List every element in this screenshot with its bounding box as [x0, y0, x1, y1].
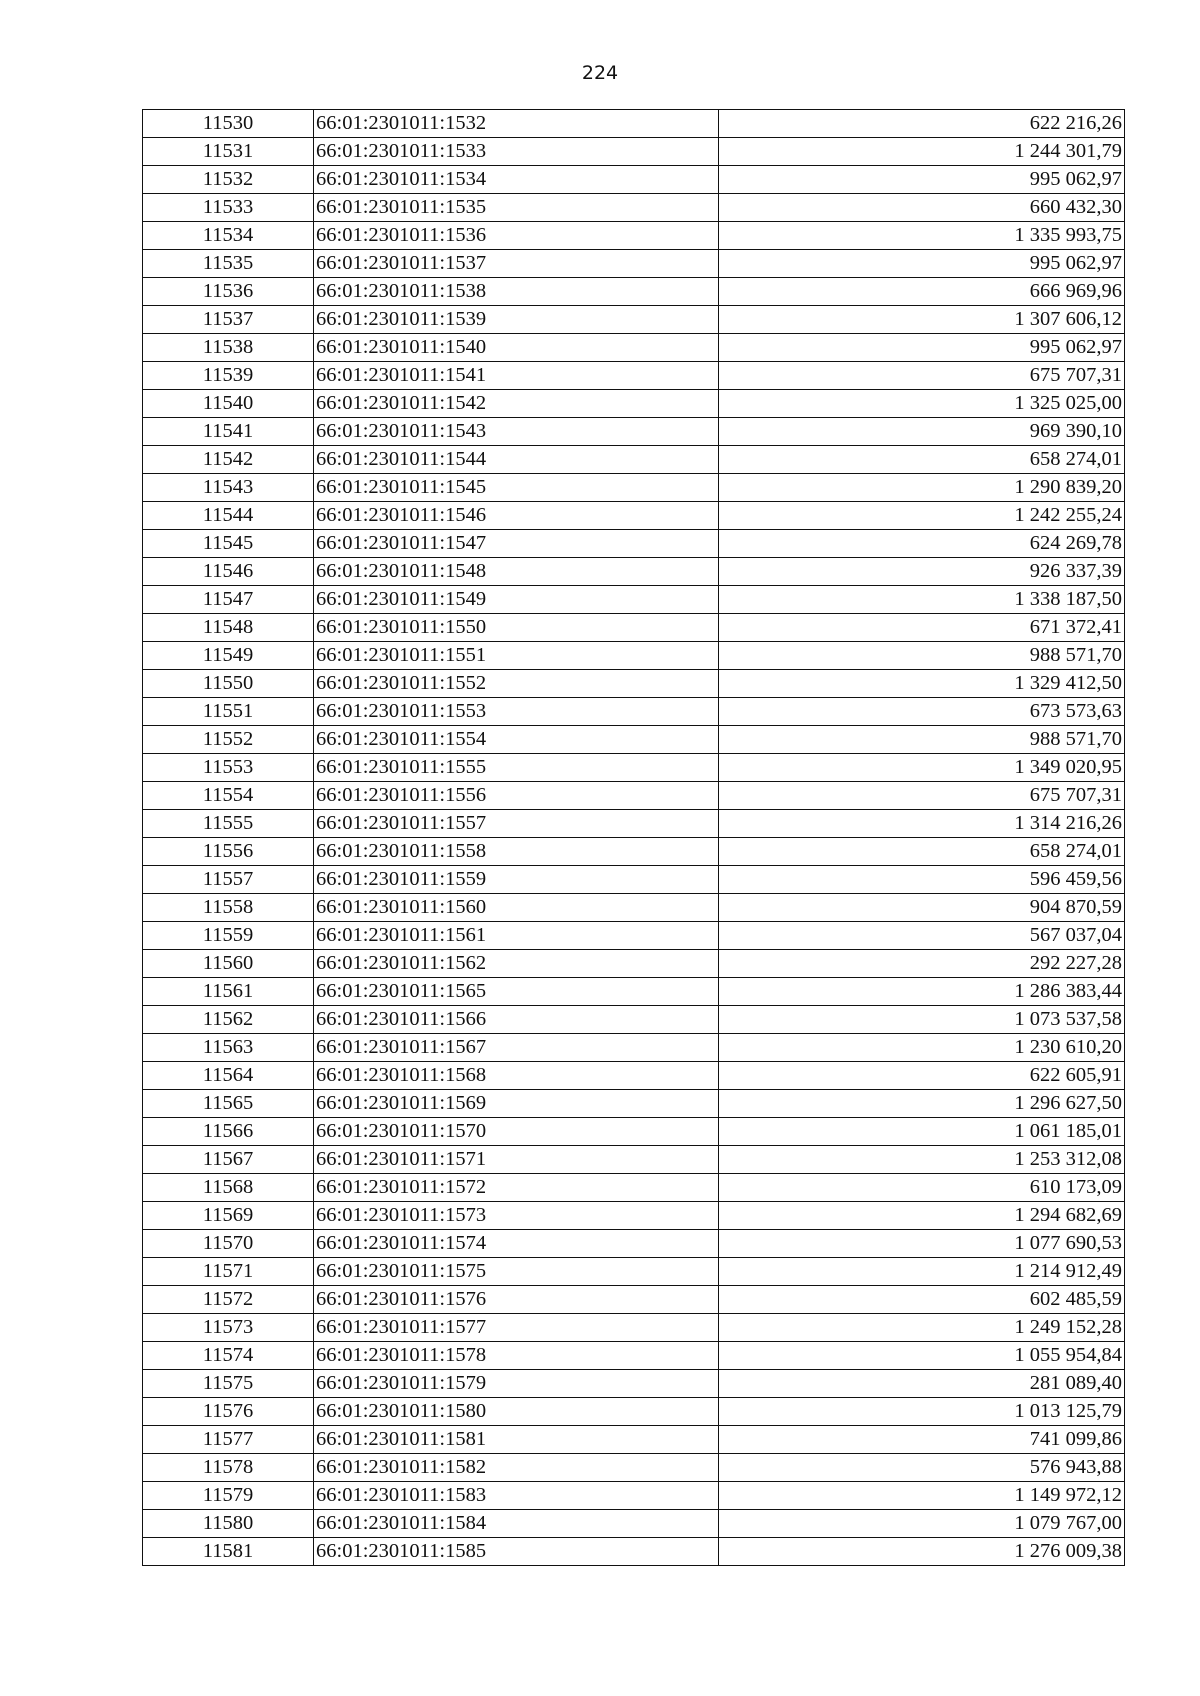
cadastral-number-cell: 66:01:2301011:1542	[314, 390, 719, 418]
cadastral-number-cell: 66:01:2301011:1566	[314, 1006, 719, 1034]
row-number-cell: 11545	[143, 530, 314, 558]
row-number-cell: 11551	[143, 698, 314, 726]
cadastral-number-cell: 66:01:2301011:1575	[314, 1258, 719, 1286]
table-row	[143, 838, 1125, 866]
row-number-cell: 11570	[143, 1230, 314, 1258]
cadastral-value-cell: 1 079 767,00	[719, 1510, 1125, 1538]
table-row	[143, 110, 1125, 138]
row-number-cell: 11567	[143, 1146, 314, 1174]
cadastral-number-cell: 66:01:2301011:1567	[314, 1034, 719, 1062]
row-number-cell: 11571	[143, 1258, 314, 1286]
row-number-cell: 11565	[143, 1090, 314, 1118]
cadastral-number-cell: 66:01:2301011:1584	[314, 1510, 719, 1538]
cadastral-value-cell: 926 337,39	[719, 558, 1125, 586]
cadastral-value-cell: 673 573,63	[719, 698, 1125, 726]
row-number-cell: 11533	[143, 194, 314, 222]
row-number-cell: 11530	[143, 110, 314, 138]
table-row	[143, 138, 1125, 166]
cadastral-number-cell: 66:01:2301011:1543	[314, 418, 719, 446]
cadastral-number-cell: 66:01:2301011:1582	[314, 1454, 719, 1482]
cadastral-number-cell: 66:01:2301011:1533	[314, 138, 719, 166]
row-number-cell: 11580	[143, 1510, 314, 1538]
row-number-cell: 11558	[143, 894, 314, 922]
row-number-cell: 11541	[143, 418, 314, 446]
row-number-cell: 11538	[143, 334, 314, 362]
cadastral-number-cell: 66:01:2301011:1541	[314, 362, 719, 390]
cadastral-value-cell: 1 276 009,38	[719, 1538, 1125, 1566]
table-row	[143, 782, 1125, 810]
cadastral-value-cell: 995 062,97	[719, 166, 1125, 194]
cadastral-value-cell: 995 062,97	[719, 334, 1125, 362]
cadastral-value-cell: 741 099,86	[719, 1426, 1125, 1454]
table-row	[143, 502, 1125, 530]
cadastral-value-cell: 1 296 627,50	[719, 1090, 1125, 1118]
cadastral-number-cell: 66:01:2301011:1558	[314, 838, 719, 866]
table-row	[143, 810, 1125, 838]
cadastral-number-cell: 66:01:2301011:1574	[314, 1230, 719, 1258]
row-number-cell: 11564	[143, 1062, 314, 1090]
table-row	[143, 1202, 1125, 1230]
cadastral-value-cell: 1 249 152,28	[719, 1314, 1125, 1342]
table-row	[143, 1510, 1125, 1538]
row-number-cell: 11531	[143, 138, 314, 166]
row-number-cell: 11550	[143, 670, 314, 698]
table-row	[143, 1174, 1125, 1202]
cadastral-value-cell: 622 605,91	[719, 1062, 1125, 1090]
row-number-cell: 11536	[143, 278, 314, 306]
row-number-cell: 11552	[143, 726, 314, 754]
table-row	[143, 1258, 1125, 1286]
cadastral-number-cell: 66:01:2301011:1532	[314, 110, 719, 138]
table-row	[143, 1118, 1125, 1146]
cadastral-value-cell: 1 314 216,26	[719, 810, 1125, 838]
cadastral-value-table	[142, 109, 1125, 1566]
row-number-cell: 11555	[143, 810, 314, 838]
row-number-cell: 11562	[143, 1006, 314, 1034]
table-row	[143, 1398, 1125, 1426]
table-row	[143, 978, 1125, 1006]
table-row	[143, 1426, 1125, 1454]
cadastral-number-cell: 66:01:2301011:1561	[314, 922, 719, 950]
cadastral-number-cell: 66:01:2301011:1576	[314, 1286, 719, 1314]
cadastral-number-cell: 66:01:2301011:1544	[314, 446, 719, 474]
table-row	[143, 670, 1125, 698]
table-row	[143, 922, 1125, 950]
cadastral-value-cell: 969 390,10	[719, 418, 1125, 446]
cadastral-value-cell: 567 037,04	[719, 922, 1125, 950]
row-number-cell: 11534	[143, 222, 314, 250]
table-row	[143, 1538, 1125, 1566]
row-number-cell: 11563	[143, 1034, 314, 1062]
row-number-cell: 11542	[143, 446, 314, 474]
cadastral-value-cell: 658 274,01	[719, 838, 1125, 866]
cadastral-value-cell: 1 214 912,49	[719, 1258, 1125, 1286]
table-row	[143, 278, 1125, 306]
cadastral-value-cell: 1 055 954,84	[719, 1342, 1125, 1370]
cadastral-number-cell: 66:01:2301011:1538	[314, 278, 719, 306]
row-number-cell: 11539	[143, 362, 314, 390]
table-row	[143, 194, 1125, 222]
table-row	[143, 446, 1125, 474]
row-number-cell: 11561	[143, 978, 314, 1006]
cadastral-number-cell: 66:01:2301011:1580	[314, 1398, 719, 1426]
row-number-cell: 11556	[143, 838, 314, 866]
table-row	[143, 166, 1125, 194]
table-row	[143, 1314, 1125, 1342]
row-number-cell: 11535	[143, 250, 314, 278]
table-row	[143, 950, 1125, 978]
cadastral-value-cell: 1 077 690,53	[719, 1230, 1125, 1258]
row-number-cell: 11547	[143, 586, 314, 614]
row-number-cell: 11559	[143, 922, 314, 950]
cadastral-value-cell: 596 459,56	[719, 866, 1125, 894]
cadastral-number-cell: 66:01:2301011:1577	[314, 1314, 719, 1342]
cadastral-number-cell: 66:01:2301011:1550	[314, 614, 719, 642]
cadastral-number-cell: 66:01:2301011:1540	[314, 334, 719, 362]
cadastral-number-cell: 66:01:2301011:1579	[314, 1370, 719, 1398]
cadastral-value-cell: 1 294 682,69	[719, 1202, 1125, 1230]
row-number-cell: 11537	[143, 306, 314, 334]
cadastral-value-cell: 622 216,26	[719, 110, 1125, 138]
row-number-cell: 11549	[143, 642, 314, 670]
cadastral-number-cell: 66:01:2301011:1537	[314, 250, 719, 278]
row-number-cell: 11576	[143, 1398, 314, 1426]
cadastral-value-cell: 1 286 383,44	[719, 978, 1125, 1006]
cadastral-number-cell: 66:01:2301011:1569	[314, 1090, 719, 1118]
row-number-cell: 11560	[143, 950, 314, 978]
cadastral-value-cell: 1 073 537,58	[719, 1006, 1125, 1034]
cadastral-value-cell: 292 227,28	[719, 950, 1125, 978]
cadastral-number-cell: 66:01:2301011:1549	[314, 586, 719, 614]
cadastral-value-cell: 1 149 972,12	[719, 1482, 1125, 1510]
table-row	[143, 1230, 1125, 1258]
table-row	[143, 866, 1125, 894]
row-number-cell: 11532	[143, 166, 314, 194]
table-row	[143, 1342, 1125, 1370]
table-row	[143, 558, 1125, 586]
row-number-cell: 11578	[143, 1454, 314, 1482]
cadastral-number-cell: 66:01:2301011:1545	[314, 474, 719, 502]
table-row	[143, 1090, 1125, 1118]
cadastral-number-cell: 66:01:2301011:1571	[314, 1146, 719, 1174]
cadastral-value-cell: 610 173,09	[719, 1174, 1125, 1202]
cadastral-value-cell: 666 969,96	[719, 278, 1125, 306]
cadastral-number-cell: 66:01:2301011:1547	[314, 530, 719, 558]
cadastral-number-cell: 66:01:2301011:1560	[314, 894, 719, 922]
table-row	[143, 614, 1125, 642]
cadastral-number-cell: 66:01:2301011:1546	[314, 502, 719, 530]
cadastral-value-cell: 1 307 606,12	[719, 306, 1125, 334]
table-row	[143, 754, 1125, 782]
table-row	[143, 474, 1125, 502]
row-number-cell: 11569	[143, 1202, 314, 1230]
table-row	[143, 390, 1125, 418]
cadastral-value-cell: 1 242 255,24	[719, 502, 1125, 530]
row-number-cell: 11575	[143, 1370, 314, 1398]
row-number-cell: 11554	[143, 782, 314, 810]
cadastral-value-cell: 675 707,31	[719, 362, 1125, 390]
cadastral-value-cell: 576 943,88	[719, 1454, 1125, 1482]
table-row	[143, 306, 1125, 334]
cadastral-value-cell: 1 329 412,50	[719, 670, 1125, 698]
cadastral-number-cell: 66:01:2301011:1568	[314, 1062, 719, 1090]
table-row	[143, 1454, 1125, 1482]
cadastral-number-cell: 66:01:2301011:1553	[314, 698, 719, 726]
cadastral-value-cell: 660 432,30	[719, 194, 1125, 222]
cadastral-value-cell: 988 571,70	[719, 726, 1125, 754]
cadastral-value-cell: 1 253 312,08	[719, 1146, 1125, 1174]
table-row	[143, 586, 1125, 614]
cadastral-value-cell: 988 571,70	[719, 642, 1125, 670]
table-row	[143, 894, 1125, 922]
cadastral-value-cell: 602 485,59	[719, 1286, 1125, 1314]
cadastral-number-cell: 66:01:2301011:1559	[314, 866, 719, 894]
cadastral-number-cell: 66:01:2301011:1562	[314, 950, 719, 978]
cadastral-number-cell: 66:01:2301011:1548	[314, 558, 719, 586]
row-number-cell: 11572	[143, 1286, 314, 1314]
row-number-cell: 11540	[143, 390, 314, 418]
row-number-cell: 11581	[143, 1538, 314, 1566]
cadastral-number-cell: 66:01:2301011:1556	[314, 782, 719, 810]
cadastral-value-cell: 675 707,31	[719, 782, 1125, 810]
cadastral-value-cell: 658 274,01	[719, 446, 1125, 474]
cadastral-value-cell: 1 349 020,95	[719, 754, 1125, 782]
cadastral-number-cell: 66:01:2301011:1555	[314, 754, 719, 782]
cadastral-number-cell: 66:01:2301011:1552	[314, 670, 719, 698]
table-row	[143, 418, 1125, 446]
row-number-cell: 11577	[143, 1426, 314, 1454]
table-row	[143, 1370, 1125, 1398]
table-row	[143, 1146, 1125, 1174]
cadastral-value-cell: 1 013 125,79	[719, 1398, 1125, 1426]
table-row	[143, 1006, 1125, 1034]
cadastral-value-cell: 671 372,41	[719, 614, 1125, 642]
cadastral-value-cell: 1 325 025,00	[719, 390, 1125, 418]
cadastral-value-cell: 904 870,59	[719, 894, 1125, 922]
table-row	[143, 726, 1125, 754]
cadastral-number-cell: 66:01:2301011:1581	[314, 1426, 719, 1454]
row-number-cell: 11546	[143, 558, 314, 586]
cadastral-value-cell: 1 230 610,20	[719, 1034, 1125, 1062]
cadastral-value-cell: 1 290 839,20	[719, 474, 1125, 502]
cadastral-number-cell: 66:01:2301011:1583	[314, 1482, 719, 1510]
cadastral-number-cell: 66:01:2301011:1570	[314, 1118, 719, 1146]
table-row	[143, 1286, 1125, 1314]
cadastral-number-cell: 66:01:2301011:1534	[314, 166, 719, 194]
table-body	[143, 110, 1125, 1566]
row-number-cell: 11566	[143, 1118, 314, 1146]
cadastral-number-cell: 66:01:2301011:1573	[314, 1202, 719, 1230]
cadastral-number-cell: 66:01:2301011:1535	[314, 194, 719, 222]
table-row	[143, 222, 1125, 250]
table-row	[143, 250, 1125, 278]
row-number-cell: 11573	[143, 1314, 314, 1342]
row-number-cell: 11579	[143, 1482, 314, 1510]
cadastral-number-cell: 66:01:2301011:1557	[314, 810, 719, 838]
cadastral-value-cell: 624 269,78	[719, 530, 1125, 558]
cadastral-value-cell: 995 062,97	[719, 250, 1125, 278]
cadastral-number-cell: 66:01:2301011:1578	[314, 1342, 719, 1370]
row-number-cell: 11544	[143, 502, 314, 530]
cadastral-value-cell: 1 244 301,79	[719, 138, 1125, 166]
table-row	[143, 1062, 1125, 1090]
cadastral-number-cell: 66:01:2301011:1539	[314, 306, 719, 334]
cadastral-value-cell: 1 335 993,75	[719, 222, 1125, 250]
row-number-cell: 11553	[143, 754, 314, 782]
table-row	[143, 1034, 1125, 1062]
row-number-cell: 11548	[143, 614, 314, 642]
row-number-cell: 11543	[143, 474, 314, 502]
cadastral-number-cell: 66:01:2301011:1554	[314, 726, 719, 754]
cadastral-number-cell: 66:01:2301011:1572	[314, 1174, 719, 1202]
cadastral-value-cell: 281 089,40	[719, 1370, 1125, 1398]
table-row	[143, 362, 1125, 390]
table-row	[143, 530, 1125, 558]
table-row	[143, 642, 1125, 670]
cadastral-value-cell: 1 338 187,50	[719, 586, 1125, 614]
page-number: 224	[581, 62, 619, 84]
cadastral-number-cell: 66:01:2301011:1585	[314, 1538, 719, 1566]
table-row	[143, 334, 1125, 362]
row-number-cell: 11574	[143, 1342, 314, 1370]
row-number-cell: 11557	[143, 866, 314, 894]
cadastral-value-cell: 1 061 185,01	[719, 1118, 1125, 1146]
table-row	[143, 698, 1125, 726]
cadastral-number-cell: 66:01:2301011:1536	[314, 222, 719, 250]
table-row	[143, 1482, 1125, 1510]
cadastral-number-cell: 66:01:2301011:1551	[314, 642, 719, 670]
cadastral-number-cell: 66:01:2301011:1565	[314, 978, 719, 1006]
row-number-cell: 11568	[143, 1174, 314, 1202]
